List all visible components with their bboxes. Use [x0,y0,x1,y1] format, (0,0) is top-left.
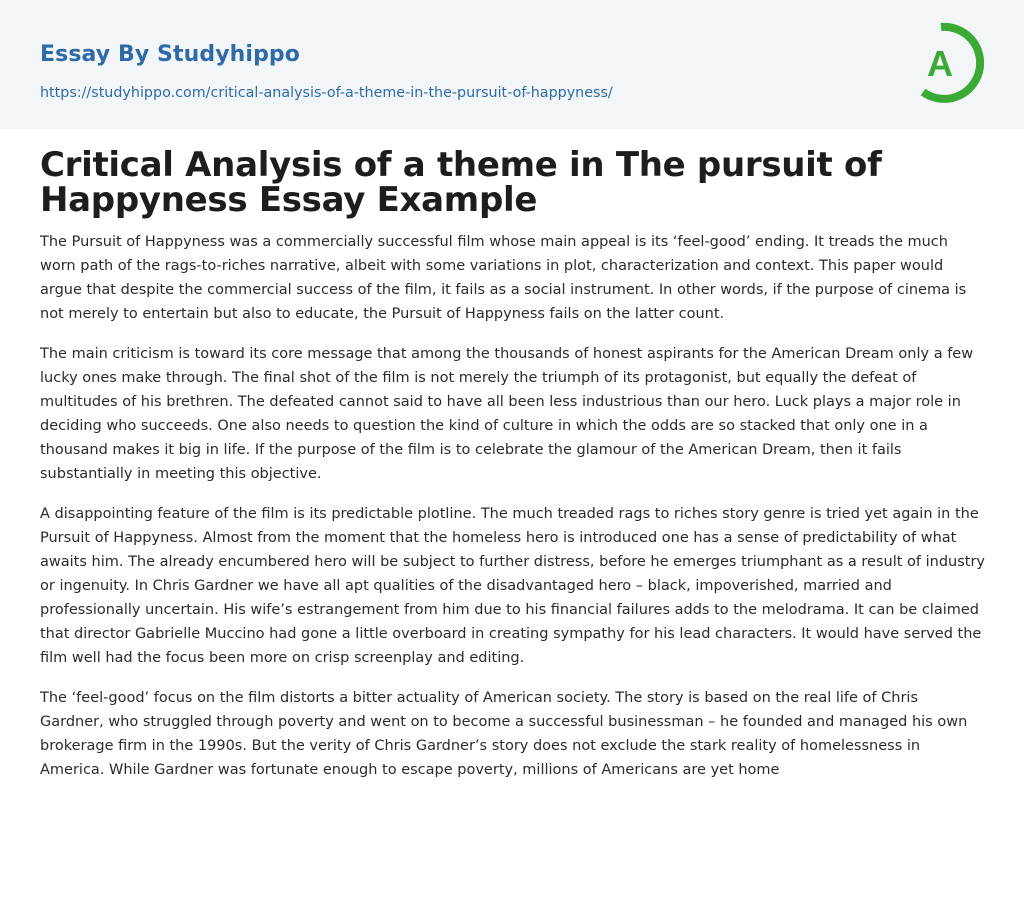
article-paragraph-4: The ‘feel-good’ focus on the film distorts a bitter actuality of American society. The story is based on the real life of Chris Gardner, who struggled through poverty and went on to become a successful businessman – he founded and managed his own brokerage firm in the 1990s. But the verity of Chris Gardner’s story does not exclude the stark reality of homelessness in America. While Gardner was fortunate enough to escape poverty, millions of Americans are yet home [40,690,968,778]
article-title-line-2: Happyness Essay Example [40,180,538,220]
article-paragraph-2: The main criticism is toward its core message that among the thousands of honest aspirants for the American Dream only a few lucky ones make through. The final shot of the film is not merely the triumph of its protagonist, but equally the defeat of multitudes of his brethren. The defeated cannot said to have all been less industrious than our hero. Luck plays a major role in deciding who succeeds. One also needs to question the kind of culture in which the odds are so stacked that only one in a thousand makes it big in life. If the purpose of the film is to celebrate the glamour of the American Dream, then it fails substantially in meeting this objective. [40,346,974,482]
brand-title[interactable]: Essay By Studyhippo [40,42,300,67]
article-title [40,145,986,220]
article-title-line-1: Critical Analysis of a theme in The pursuit of [40,145,882,185]
studyhippo-logo-icon[interactable] [911,18,987,106]
article-paragraph-1: The Pursuit of Happyness was a commercially successful film whose main appeal is its ‘feel-good’ ending. It treads the much worn path of the rags-to-riches narrative, albeit with some variations in plot, characterization and context. This paper would argue that despite the commercial success of the film, it fails as a social instrument. In other words, if the purpose of cinema is not merely to entertain but also to educate, the Pursuit of Happyness fails on the latter count. [40,234,967,322]
logo-letter: A [927,43,953,84]
article-paragraph-3: A disappointing feature of the film is its predictable plotline. The much treaded rags to riches story genre is tried yet again in the Pursuit of Happyness. Almost from the moment that the homeless hero is introduced one has a sense of predictability of what awaits him. The already encumbered hero will be subject to further distress, before he emerges triumphant as a result of industry or ingenuity. In Chris Gardner we have all apt qualities of the disadvantaged hero – black, impoverished, married and professionally uncertain. His wife’s estrangement from him due to his financial failures adds to the melodrama. It can be claimed that director Gabrielle Muccino had gone a little overboard in creating sympathy for his lead characters. It would have served the film well had the focus been more on crisp screenplay and editing. [40,506,986,666]
article-url-link[interactable]: https://studyhippo.com/critical-analysis-of-a-theme-in-the-pursuit-of-happyness/ [40,85,613,101]
site-header [0,0,1024,129]
article-content [40,145,986,798]
